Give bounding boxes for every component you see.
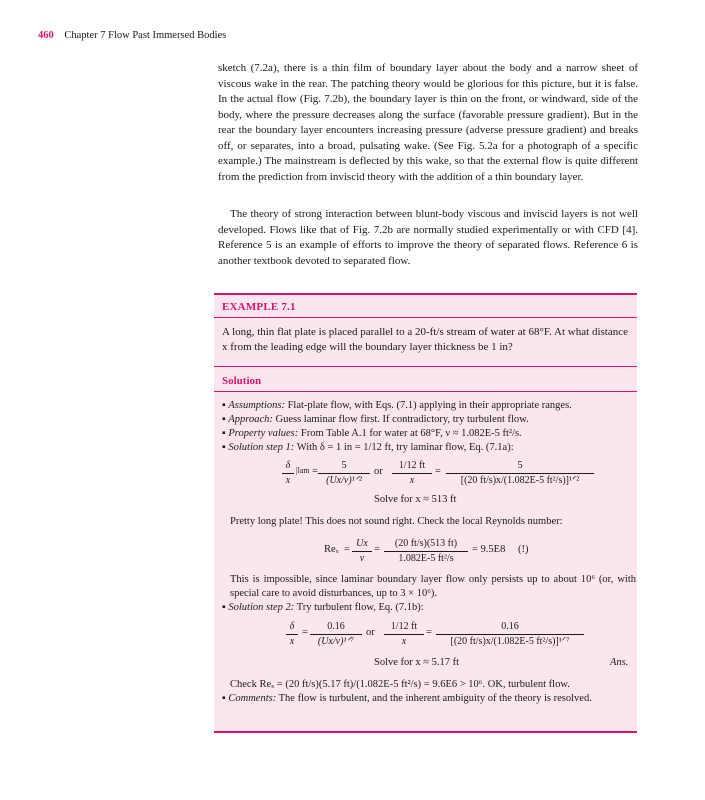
paragraph-2: The theory of strong interaction between blunt-body viscous and inviscid layers is not well developed. Flows like that of Fig. 7.2b are normally studied experimentally or with CFD [4]. Reference 5 is an example of efforts to improve the theory of separated flows. Reference 6 is another textbook devoted to separated flow. bbox=[218, 208, 638, 267]
chapter-title: Chapter 7 Flow Past Immersed Bodies bbox=[64, 30, 227, 41]
example-title-rule bbox=[214, 317, 637, 318]
example-title: EXAMPLE 7.1 bbox=[222, 301, 296, 313]
bullet-comments: ▪ Comments: The flow is turbulent, and the inherent ambiguity of the theory is resolved. bbox=[222, 693, 592, 704]
bullet-solution-step-1: ▪ Solution step 1: With δ = 1 in = 1/12 ft, try laminar flow, Eq. (7.1a): bbox=[222, 442, 514, 453]
bullet-property-values: ▪ Property values: From Table A.1 for water at 68°F, ν ≈ 1.082E-5 ft²/s. bbox=[222, 428, 522, 439]
page-number: 460 bbox=[38, 30, 54, 41]
bullet-solution-step-2: ▪ Solution step 2: Try turbulent flow, Eq. (7.1b): bbox=[222, 602, 424, 613]
example-problem: A long, thin flat plate is placed parallel to a 20-ft/s stream of water at 68°F. At what distance x from the leading edge will the boundary layer thickness be 1 in? bbox=[222, 326, 628, 353]
text-check: Check Reₓ = (20 ft/s)(5.17 ft)/(1.082E-5 ft²/s) = 9.6E6 > 10⁶. OK, turbulent flow. bbox=[230, 679, 570, 690]
page-header bbox=[38, 30, 226, 41]
solution-top-rule bbox=[214, 366, 637, 367]
text-long-plate: Pretty long plate! This does not sound right. Check the local Reynolds number: bbox=[230, 516, 563, 527]
answer-label: Ans. bbox=[610, 657, 629, 668]
bullet-assumptions: ▪ Assumptions: Flat-plate flow, with Eqs. (7.1) applying in their appropriate ranges. bbox=[222, 400, 572, 411]
solution-title: Solution bbox=[222, 375, 262, 387]
example-box: EXAMPLE 7.1 A long, thin flat plate is placed parallel to a 20-ft/s stream of water at 68°F. At what distance x from the leading edge will the boundary layer thickness be 1 in? Solution ▪ Assumptions: Flat-plate flow, with Eqs. (7.1) applying in their appropriate ranges. ▪ Approach: Guess laminar flow first. If contradictory, try turbulent flow. ▪ Property values: From Table A.1 for water at 68°F, ν ≈ 1.082E-5 ft²/s. ▪ Solution step 1: With δ = 1 in = 1/12 ft, try laminar flow, Eq. (7.1a): $\frac{\delta}{x}$ |lam = 5 (Ux/ν)¹ᐟ² or $\frac{1/12 ft}{x}$ = 5 [(20 ft/s)x/(1.082E-5 ft²/s)]¹ᐟ² Solve for x ≈ 513 ft Pretty long plate! This does not sound right. Check the local Reynolds number: Reₓ = $\frac{Ux}{\nu}$ = $\frac{(20 ft/s)(513 ft)}{\text{1.082E-5 ft²/s}}$ = 9.5E8 (!) This is impossible, since laminar boundary layer flow only persists up to about 10⁶ (or, with special care to avoid disturbances, up to 3 × 10⁶). ▪ Solution step 2: Try turbulent flow, Eq. (7.1b): $\frac{\delta}{x}$ = 0.16 (Ux/ν)¹ᐟ⁷ or $\frac{1/12 ft}{x}$ = 0.16 [(20 ft/s)x/(1.082E-5 ft²/s)]¹ᐟ⁷ Solve for x ≈ 5.17 ft Ans. Check Reₓ = (20 ft/s)(5.17 ft)/(1.082E-5 ft²/s) = 9.6E6 > 10⁶. OK, turbulent flow. ▪ Comments: The flow is turbulent, and the inherent ambiguity of the theory is resolved. bbox=[214, 293, 637, 733]
solution-title-rule bbox=[214, 391, 637, 392]
text-impossible: This is impossible, since laminar boundary layer flow only persists up to about 10⁶ (or, with special care to avoid disturbances, up to 3 × 10⁶). bbox=[230, 574, 636, 599]
paragraph-1: sketch (7.2a), there is a thin film of boundary layer about the body and a narrow sheet of viscous wake in the rear. The patching theory would be glorious for this picture, but it is false. In the actual flow (Fig. 7.2b), the boundary layer is thin on the front, or windward, side of the body, where the pressure decreases along the surface (favorable pressure gradient). But in the rear the boundary layer encounters increasing pressure (adverse pressure gradient) and breaks off, or separates, into a broad, pulsating wake. (See Fig. 5.2a for a photograph of a specific example.) The mainstream is deflected by this wake, so that the external flow is quite different from the prediction from inviscid theory with the addition of a thin boundary layer. bbox=[218, 62, 638, 183]
bullet-approach: ▪ Approach: Guess laminar flow first. If contradictory, try turbulent flow. bbox=[222, 414, 529, 425]
